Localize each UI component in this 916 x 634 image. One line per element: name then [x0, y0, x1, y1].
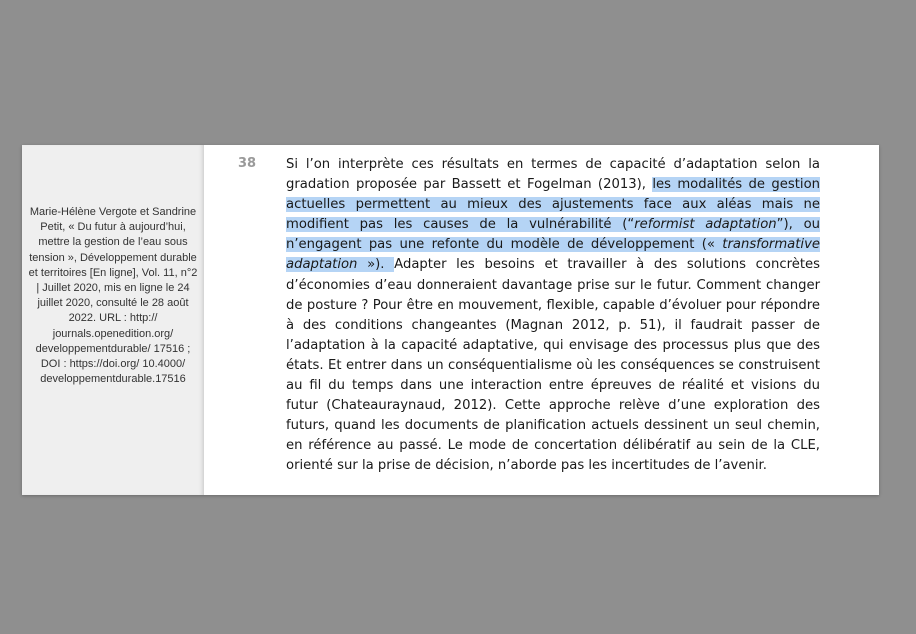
paragraph-text-start: Si l’on interprète ces résultats en termes de capacité d’adaptation selon la gradation proposée par Bassett et Fogelman (2013),: [286, 157, 820, 193]
paragraph-text-end: Adapter les besoins et travailler à des solutions concrètes d’économies d’eau donneraient davantage prise sur le futur. Comment changer de posture ? Pour être en mouvement, flexible, capable d’évoluer pour répondre à des conditions changeantes (Magnan 2012, p. 51), il faudrait passer de l’adaptation à la capacité adaptative, qui envisage des processus plus que des états. Et entrer dans un conséquentialisme où les conséquences se construisent au fil du temps dans une interaction entre épreuves de réalité et visions du futur (Chateauraynaud, 2012). Cette approche relève d’une exploration des futurs, quand les documents de planification actuels dessinent un seul chemin, en référence au passé. Le mode de concertation délibératif au sein de la CLE, orienté sur la prise de décision, n’aborde pas les incertitudes de l’avenir.: [286, 257, 821, 474]
citation-margin: [22, 145, 204, 495]
highlight-segment-1: les modalités de gestion actuelles permettent au mieux des ajustements face aux aléas mais ne modifient pas les causes de la vulnérabilité (“: [286, 177, 820, 233]
paragraph-number: 38: [238, 156, 257, 171]
highlight-segment-3: »).: [357, 257, 395, 273]
paragraph-text[interactable]: [286, 155, 820, 477]
highlight-segment-2: ”), ou n’engagent pas une refonte du modèle de développement («: [286, 217, 820, 253]
highlight-emphasis-1: reformist adaptation: [634, 217, 777, 233]
citation-text: Marie-Hélène Vergote et Sandrine Petit, « Du futur à aujourd’hui, mettre la gestion de l’eau sous tension », Développement durable et territoires [En ligne], Vol. 11, n°2 | Juillet 2020, mis en ligne le 24 juillet 2020, consulté le 28 août 2022. URL : http:// journals.openedition.org/ developpementdurable/ 17516 ; DOI : https://doi.org/ 10.4000/ developpementdurable.17516: [28, 206, 198, 386]
highlight-emphasis-2: transformative adaptation: [286, 237, 820, 273]
document-page: [22, 145, 879, 495]
